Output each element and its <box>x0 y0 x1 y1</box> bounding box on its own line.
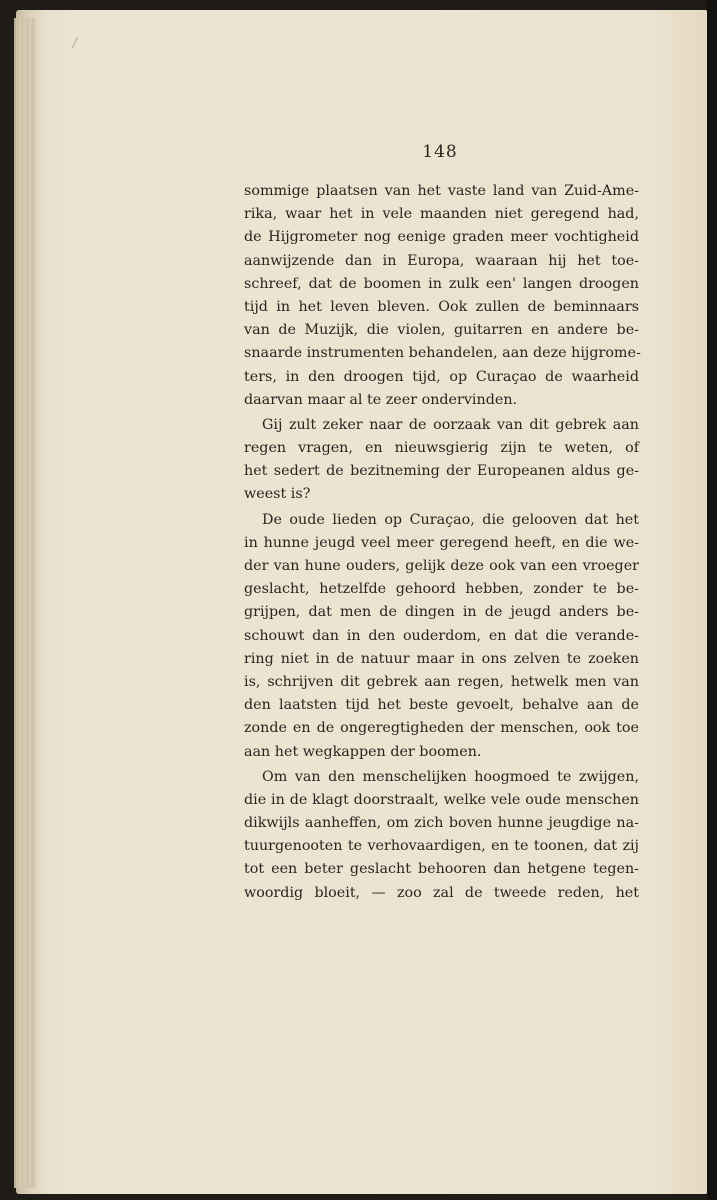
text-line: aan het wegkappen der boomen. <box>244 743 482 760</box>
text-line: ters, in den droogen tijd, op Curaçao de waarheid <box>244 368 639 385</box>
text-line: De oude lieden op Curaçao, die gelooven dat het <box>262 511 639 528</box>
text-line: rika, waar het in vele maanden niet geregend had, <box>244 206 639 223</box>
text-line: zonde en de ongeregtigheden der menschen, ook toe <box>244 720 639 737</box>
text-line: tuurgenooten te verhovaardigen, en te toonen, dat zij <box>244 838 639 855</box>
text-line: daarvan maar al te zeer ondervinden. <box>244 391 518 408</box>
text-line: sommige plaatsen van het vaste land van Zuid-Ame- <box>244 183 639 199</box>
text-line: is, schrijven dit gebrek aan regen, hetwelk men van <box>244 673 639 690</box>
text-line: die in de klagt doorstraalt, welke vele oude menschen <box>244 791 639 808</box>
text-line: der van hune ouders, gelijk deze ook van een vroeger <box>244 558 639 574</box>
text-line: aanwijzende dan in Europa, waaraan hij het toe- <box>244 252 639 269</box>
text-line: dikwijls aanheffen, om zich boven hunne jeugdige na- <box>244 815 639 832</box>
page-edge-stack <box>14 18 36 1188</box>
text-line: Om van den menschelijken hoogmoed te zwijgen, <box>262 768 639 785</box>
text-line: regen vragen, en nieuwsgierig zijn te weten, of <box>244 440 639 457</box>
text-line: van de Muzijk, die violen, guitarren en andere be- <box>244 322 639 339</box>
spine-shadow <box>707 0 717 1200</box>
text-line: geslacht, hetzelfde gehoord hebben, zonder te be- <box>244 581 639 598</box>
page-number: 148 <box>422 142 458 162</box>
text-line: Gij zult zeker naar de oorzaak van dit gebrek aan <box>262 416 639 433</box>
text-line: grijpen, dat men de dingen in de jeugd anders be- <box>244 604 639 621</box>
text-line: woordig bloeit, — zoo zal de tweede reden, het <box>244 884 639 901</box>
text-line: tijd in het leven bleven. Ook zullen de beminnaars <box>244 298 639 315</box>
text-line: weest is? <box>244 486 311 503</box>
text-line: snaarde instrumenten behandelen, aan deze hijgrome- <box>244 345 641 362</box>
text-line: de Hijgrometer nog eenige graden meer vochtigheid <box>244 229 639 246</box>
text-line: het sedert de bezitneming der Europeanen aldus ge- <box>244 463 639 480</box>
body-text <box>244 180 639 905</box>
text-line: den laatsten tijd het beste gevoelt, behalve aan de <box>244 697 639 714</box>
text-line: schreef, dat de boomen in zulk een' langen droogen <box>244 275 639 292</box>
text-line: in hunne jeugd veel meer geregend heeft, en die we- <box>244 534 639 551</box>
text-line: schouwt dan in den ouderdom, en dat die verande- <box>244 627 639 644</box>
text-line: ring niet in de natuur maar in ons zelven te zoeken <box>244 650 639 667</box>
text-line: tot een beter geslacht behooren dan hetgene tegen- <box>244 861 639 878</box>
